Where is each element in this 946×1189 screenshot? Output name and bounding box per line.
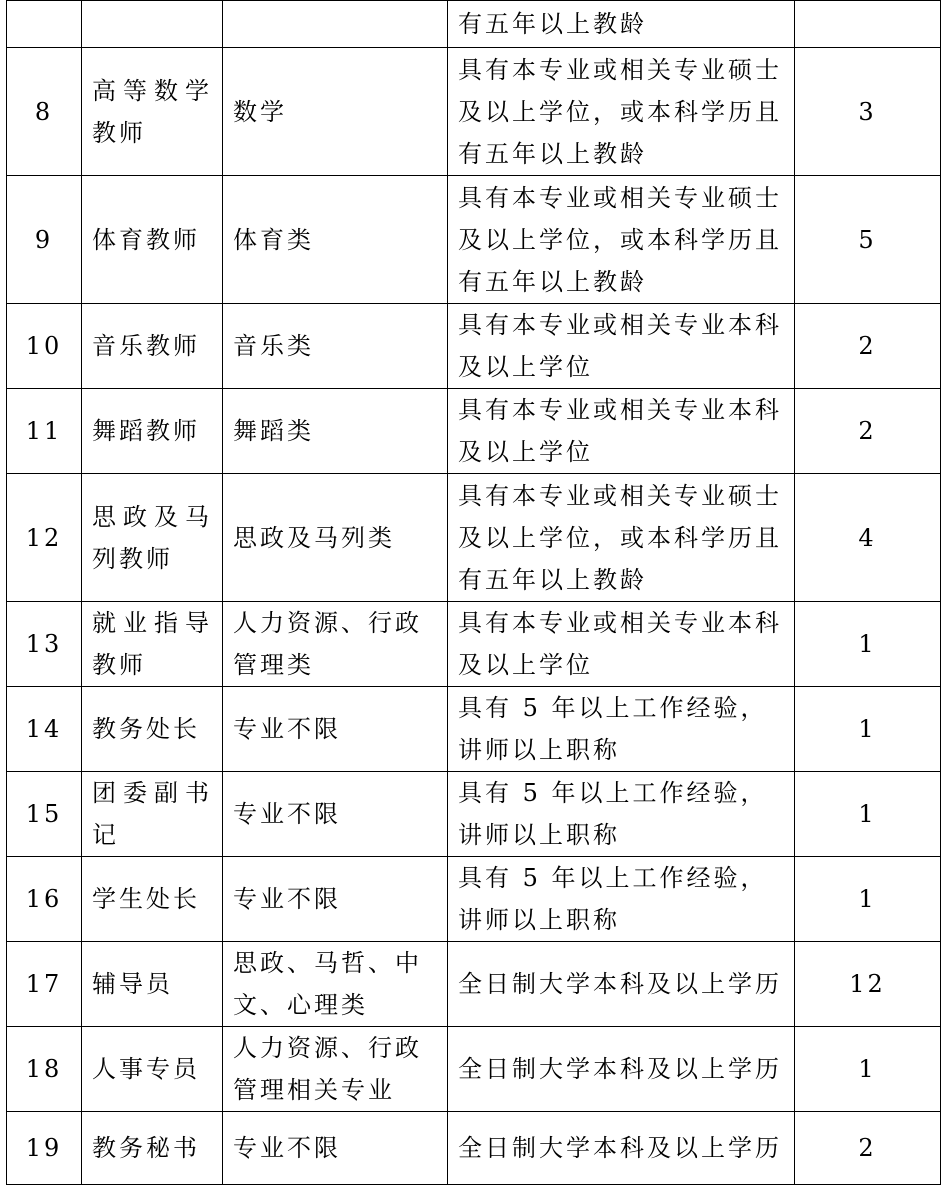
table-row	[7, 48, 941, 176]
table-row	[7, 942, 941, 1027]
table-row	[7, 857, 941, 942]
position-major: 思政及马列类	[223, 474, 448, 602]
table-row	[7, 602, 941, 687]
positions-table	[6, 0, 941, 1185]
position-number: 11	[7, 389, 82, 474]
table-row	[7, 389, 941, 474]
position-title: 学生处长	[82, 857, 223, 942]
positions-table-body	[7, 1, 941, 1185]
position-title: 舞蹈教师	[82, 389, 223, 474]
table-row	[7, 176, 941, 304]
position-major: 专业不限	[223, 857, 448, 942]
table-row	[7, 474, 941, 602]
position-title: 体育教师	[82, 176, 223, 304]
position-major: 专业不限	[223, 687, 448, 772]
position-requirement: 具有本专业或相关专业本科及以上学位	[448, 602, 795, 687]
position-requirement: 全日制大学本科及以上学历	[448, 942, 795, 1027]
position-number	[7, 1, 82, 48]
position-requirement: 全日制大学本科及以上学历	[448, 1027, 795, 1112]
position-number: 10	[7, 304, 82, 389]
position-count: 5	[795, 176, 941, 304]
table-row	[7, 304, 941, 389]
position-title: 辅导员	[82, 942, 223, 1027]
position-major: 思政、马哲、中文、心理类	[223, 942, 448, 1027]
position-count	[795, 1, 941, 48]
position-number: 13	[7, 602, 82, 687]
table-row	[7, 1027, 941, 1112]
position-major: 人力资源、行政管理相关专业	[223, 1027, 448, 1112]
position-requirement: 具有 5 年以上工作经验，讲师以上职称	[448, 772, 795, 857]
position-title: 就业指导教师	[82, 602, 223, 687]
position-number: 19	[7, 1112, 82, 1185]
position-major: 数学	[223, 48, 448, 176]
position-title: 音乐教师	[82, 304, 223, 389]
position-number: 8	[7, 48, 82, 176]
position-requirement: 具有本专业或相关专业硕士及以上学位，或本科学历且有五年以上教龄	[448, 176, 795, 304]
position-title: 教务处长	[82, 687, 223, 772]
position-requirement: 具有 5 年以上工作经验，讲师以上职称	[448, 857, 795, 942]
position-requirement: 具有本专业或相关专业本科及以上学位	[448, 389, 795, 474]
position-count: 2	[795, 389, 941, 474]
table-row	[7, 1, 941, 48]
position-title: 人事专员	[82, 1027, 223, 1112]
position-major: 舞蹈类	[223, 389, 448, 474]
position-number: 16	[7, 857, 82, 942]
position-number: 15	[7, 772, 82, 857]
position-count: 2	[795, 1112, 941, 1185]
position-requirement: 全日制大学本科及以上学历	[448, 1112, 795, 1185]
position-count: 1	[795, 687, 941, 772]
position-title	[82, 1, 223, 48]
position-count: 4	[795, 474, 941, 602]
position-title: 高等数学教师	[82, 48, 223, 176]
position-title: 教务秘书	[82, 1112, 223, 1185]
position-number: 18	[7, 1027, 82, 1112]
position-count: 2	[795, 304, 941, 389]
position-requirement: 具有本专业或相关专业硕士及以上学位，或本科学历且有五年以上教龄	[448, 474, 795, 602]
position-requirement: 具有本专业或相关专业硕士及以上学位，或本科学历且有五年以上教龄	[448, 48, 795, 176]
position-requirement: 有五年以上教龄	[448, 1, 795, 48]
table-row	[7, 1112, 941, 1185]
position-requirement: 具有 5 年以上工作经验，讲师以上职称	[448, 687, 795, 772]
position-major: 体育类	[223, 176, 448, 304]
table-row	[7, 772, 941, 857]
position-count: 12	[795, 942, 941, 1027]
position-count: 1	[795, 857, 941, 942]
position-count: 3	[795, 48, 941, 176]
position-major	[223, 1, 448, 48]
position-count: 1	[795, 602, 941, 687]
position-major: 人力资源、行政管理类	[223, 602, 448, 687]
position-number: 14	[7, 687, 82, 772]
position-requirement: 具有本专业或相关专业本科及以上学位	[448, 304, 795, 389]
position-major: 音乐类	[223, 304, 448, 389]
table-row	[7, 687, 941, 772]
position-major: 专业不限	[223, 772, 448, 857]
position-count: 1	[795, 1027, 941, 1112]
position-title: 思政及马列教师	[82, 474, 223, 602]
position-number: 9	[7, 176, 82, 304]
position-title: 团委副书记	[82, 772, 223, 857]
position-count: 1	[795, 772, 941, 857]
position-number: 17	[7, 942, 82, 1027]
position-number: 12	[7, 474, 82, 602]
position-major: 专业不限	[223, 1112, 448, 1185]
